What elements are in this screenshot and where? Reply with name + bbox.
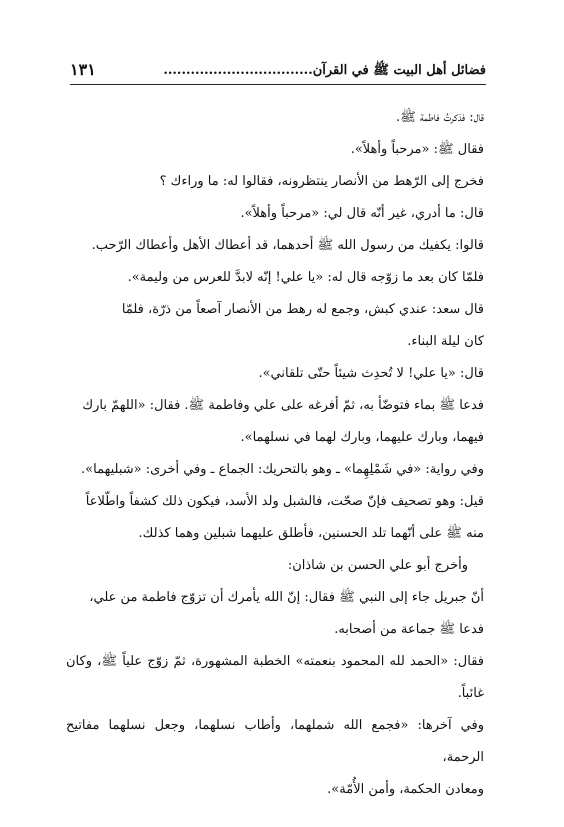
- page-number: ١٣١: [70, 60, 96, 79]
- page-header: [70, 60, 486, 85]
- paragraph: قال سعد: عندي كبش، وجمع له رهط من الأنصار آصعاً من ذرّة، فلمّا: [121, 302, 484, 317]
- paragraph: أنّ جبريل جاء إلى النبي ﷺ فقال: إنّ الله يأمرك أن تزوّج فاطمة من علي،: [89, 590, 484, 605]
- paragraph: قال: «يا علي! لا تُحدِث شيئاً حتّى تلقاني».: [258, 366, 484, 381]
- paragraph: فلمّا كان بعد ما زوّجه قال له: «يا علي! إنّه لابدَّ للعرس من وليمة».: [127, 270, 484, 285]
- paragraph: قال: ما أدري، غير أنّه قال لي: «مرحباً وأهلاً».: [240, 206, 484, 221]
- paragraph: قيل: وهو تصحيف فإنّ صحّت، فالشبل ولد الأسد، فيكون ذلك كشفاً واطّلاعاً: [85, 494, 484, 509]
- paragraph: فدعا ﷺ بماء فتوضّأ به، ثمّ أفرغه على علي وفاطمة ﷺ. فقال: «اللهمّ بارك: [82, 398, 484, 413]
- paragraph: فيهما، وبارك عليهما، وبارك لهما في نسلهما».: [240, 430, 484, 445]
- paragraph: وأخرج أبو علي الحسن بن شاذان:: [287, 558, 468, 573]
- paragraph: قالوا: يكفيك من رسول الله ﷺ أحدهما، قد أعطاك الأهل وأعطاك الرّحب.: [91, 238, 484, 253]
- paragraph: كان ليلة البناء.: [407, 334, 484, 349]
- paragraph: قال: فذكرتُ فاطمة ﷺ.: [396, 110, 484, 125]
- paragraph: فخرج إلى الرّهط من الأنصار ينتظرونه، فقالوا له: ما وراءك ؟: [159, 174, 484, 189]
- running-title: فضائل أهل البيت ﷺ في القرآن.................................: [163, 63, 486, 78]
- paragraph: ومعادن الحكمة، وأمن الأُمّة».: [327, 782, 484, 797]
- paragraph: وفي آخرها: «فجمع الله شملهما، وأطاب نسلهما، وجعل نسلهما مفاتيح الرحمة،: [66, 718, 484, 765]
- paragraph: فقال: «الحمد لله المحمود بنعمته» الخطبة المشهورة، ثمّ زوّج علياً ﷺ، وكان غائباً.: [66, 654, 484, 701]
- paragraph: منه ﷺ على أنّهما تلد الحسنين، فأطلق عليهما شبلين وهما كذلك.: [138, 526, 484, 541]
- paragraph: فقال ﷺ: «مرحباً وأهلاً».: [350, 142, 484, 157]
- body-text: [66, 102, 484, 806]
- paragraph: وفي رواية: «في شَمْلِهِما» ـ وهو بالتحريك: الجماع ـ وفي أخرى: «شبليهما».: [81, 462, 484, 477]
- paragraph: فدعا ﷺ جماعة من أصحابه.: [334, 622, 484, 637]
